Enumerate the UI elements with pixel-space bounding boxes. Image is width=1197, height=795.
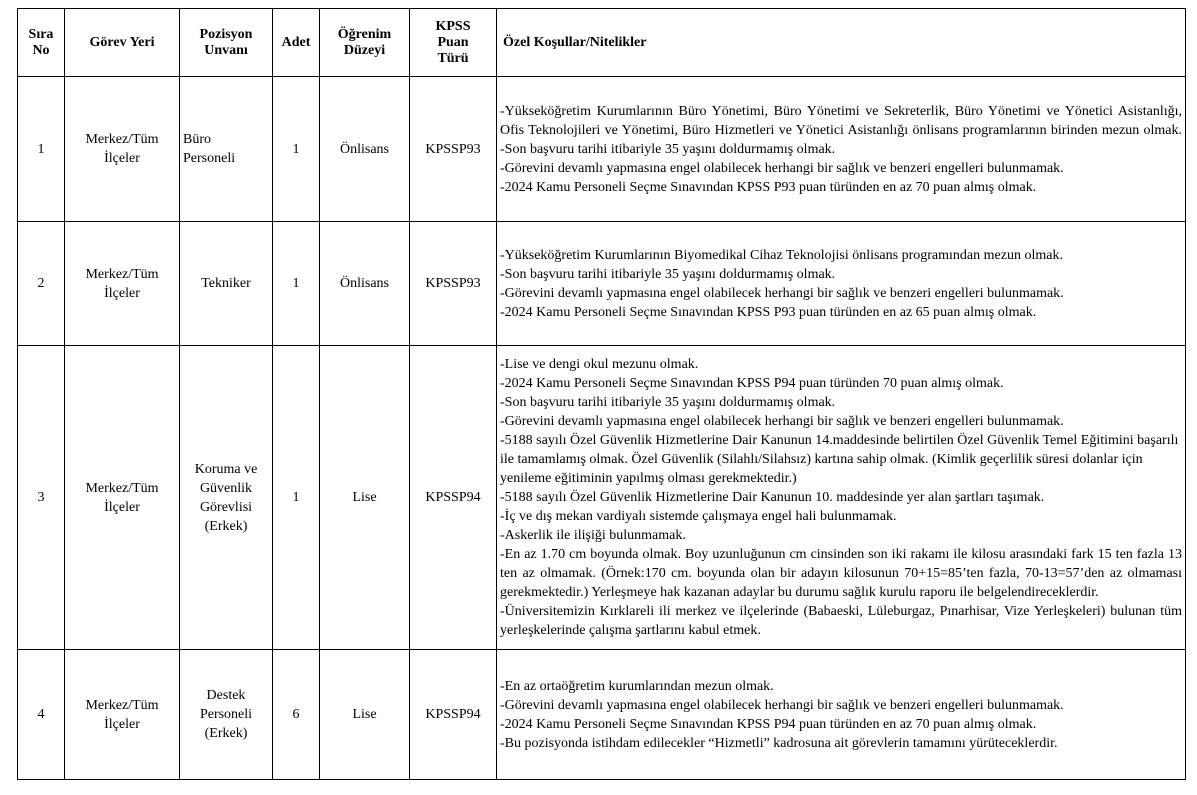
condition-item: -Üniversitemizin Kırklareli ili merkez ve ilçelerinde (Babaeski, Lüleburgaz, Pınarhisar, Vize Yerleşkeleri) bulunan tüm yerleşkelerinde çalışma şartlarını kabul etmek. — [500, 604, 1182, 638]
condition-item: -2024 Kamu Personeli Seçme Sınavından KPSS P93 puan türünden en az 70 puan almış olmak. — [500, 179, 1037, 195]
row-ogrenim: Lise — [320, 346, 410, 650]
header-ogrenim-duzeyi: Öğrenim Düzeyi — [320, 9, 410, 77]
row-pozisyon: Koruma ve Güvenlik Görevlisi (Erkek) — [180, 346, 273, 650]
row-kpss: KPSSP93 — [410, 222, 497, 346]
condition-item: -Askerlik ile ilişiği bulunmamak. — [500, 528, 686, 543]
condition-item: -Lise ve dengi okul mezunu olmak. — [500, 357, 699, 372]
row-adet: 1 — [273, 346, 320, 650]
row-gorev-yeri: Merkez/Tüm İlçeler — [65, 222, 180, 346]
header-gorev-yeri: Görev Yeri — [65, 9, 180, 77]
condition-item: -İç ve dış mekan vardiyalı sistemde çalışmaya engel hali bulunmamak. — [500, 509, 897, 524]
table-row — [18, 222, 1186, 346]
condition-item: -5188 sayılı Özel Güvenlik Hizmetlerine Dair Kanunun 14.maddesinde belirtilen Özel Güvenlik Temel Eğitimini başarılı ile tamamlamış olmak. Özel Güvenlik (Silahlı/Silahsız) kartına sahip olmak. (Kimlik geçerlilik süresi dolanlar için yenileme eğitiminin yapılmış olması gerekmektedir.) — [500, 433, 1179, 486]
row-gorev-yeri: Merkez/Tüm İlçeler — [65, 77, 180, 222]
row-pozisyon: Tekniker — [180, 222, 273, 346]
row-adet: 6 — [273, 650, 320, 780]
condition-item: -Yükseköğretim Kurumlarının Büro Yönetimi, Büro Yönetimi ve Sekreterlik, Büro Yönetimi ve Yönetici Asistanlığı, Ofis Teknolojileri ve Yönetimi, Büro Hizmetleri ve Yönetici Asistanlığı önlisans programlarının birinden mezun olmak. — [500, 103, 1182, 138]
row-adet: 1 — [273, 77, 320, 222]
table-row — [18, 650, 1186, 780]
condition-item: -5188 sayılı Özel Güvenlik Hizmetlerine Dair Kanunun 10. maddesinde yer alan şartları taşımak. — [500, 490, 1045, 505]
row-conditions — [497, 650, 1186, 780]
row-conditions — [497, 222, 1186, 346]
row-no: 1 — [18, 77, 65, 222]
row-adet: 1 — [273, 222, 320, 346]
row-kpss: KPSSP94 — [410, 650, 497, 780]
header-pozisyon-unvani: Pozisyon Unvanı — [180, 9, 273, 77]
condition-item: -Görevini devamlı yapmasına engel olabilecek herhangi bir sağlık ve benzeri engelleri bulunmamak. — [500, 414, 1064, 429]
condition-item: -Görevini devamlı yapmasına engel olabilecek herhangi bir sağlık ve benzeri engelleri bulunmamak. — [500, 160, 1064, 176]
condition-item: -Yükseköğretim Kurumlarının Biyomedikal Cihaz Teknolojisi önlisans programından mezun olmak. — [500, 247, 1063, 263]
row-pozisyon: Destek Personeli (Erkek) — [180, 650, 273, 780]
table-row — [18, 77, 1186, 222]
row-ogrenim: Lise — [320, 650, 410, 780]
condition-item: -2024 Kamu Personeli Seçme Sınavından KPSS P94 puan türünden en az 70 puan almış olmak. — [500, 716, 1037, 732]
row-gorev-yeri: Merkez/Tüm İlçeler — [65, 650, 180, 780]
condition-item: -Bu pozisyonda istihdam edilecekler “Hizmetli” kadrosuna ait görevlerin tamamını yürüteceklerdir. — [500, 735, 1058, 751]
condition-item: -En az ortaöğretim kurumlarından mezun olmak. — [500, 678, 774, 694]
table-row — [18, 346, 1186, 650]
job-positions-table — [17, 8, 1186, 780]
condition-item: -Son başvuru tarihi itibariyle 35 yaşını doldurmamış olmak. — [500, 395, 836, 410]
row-no: 3 — [18, 346, 65, 650]
header-sira-no: Sıra No — [18, 9, 65, 77]
condition-item: -Son başvuru tarihi itibariyle 35 yaşını doldurmamış olmak. — [500, 266, 836, 282]
row-gorev-yeri: Merkez/Tüm İlçeler — [65, 346, 180, 650]
row-kpss: KPSSP93 — [410, 77, 497, 222]
condition-item: -Son başvuru tarihi itibariyle 35 yaşını doldurmamış olmak. — [500, 141, 836, 157]
row-no: 2 — [18, 222, 65, 346]
row-kpss: KPSSP94 — [410, 346, 497, 650]
row-ogrenim: Önlisans — [320, 77, 410, 222]
condition-item: -2024 Kamu Personeli Seçme Sınavından KPSS P94 puan türünden 70 puan almış olmak. — [500, 376, 1004, 391]
row-pozisyon: Büro Personeli — [180, 77, 273, 222]
header-kpss-puan-turu: KPSS Puan Türü — [410, 9, 497, 77]
condition-item: -2024 Kamu Personeli Seçme Sınavından KPSS P93 puan türünden en az 65 puan almış olmak. — [500, 304, 1037, 320]
row-conditions — [497, 346, 1186, 650]
header-adet: Adet — [273, 9, 320, 77]
header-ozel-kosullar: Özel Koşullar/Nitelikler — [497, 9, 1186, 77]
row-no: 4 — [18, 650, 65, 780]
condition-item: -Görevini devamlı yapmasına engel olabilecek herhangi bir sağlık ve benzeri engelleri bulunmamak. — [500, 285, 1064, 301]
header-row — [18, 9, 1186, 77]
condition-item: -Görevini devamlı yapmasına engel olabilecek herhangi bir sağlık ve benzeri engelleri bulunmamak. — [500, 697, 1064, 713]
condition-item: -En az 1.70 cm boyunda olmak. Boy uzunluğunun cm cinsinden son iki rakamı ile kilosu arasındaki fark 15 ten fazla 13 ten az olmamak. (Örnek:170 cm. boyunda olan bir adayın kilosunun 70+15=85’ten fazla, 70-13=57’den az olmaması gerekmektedir.) Yerleşmeye hak kazanan adaylar bu durumu sağlık kurulu raporu ile belgelendireceklerdir. — [500, 547, 1182, 600]
row-conditions — [497, 77, 1186, 222]
row-ogrenim: Önlisans — [320, 222, 410, 346]
